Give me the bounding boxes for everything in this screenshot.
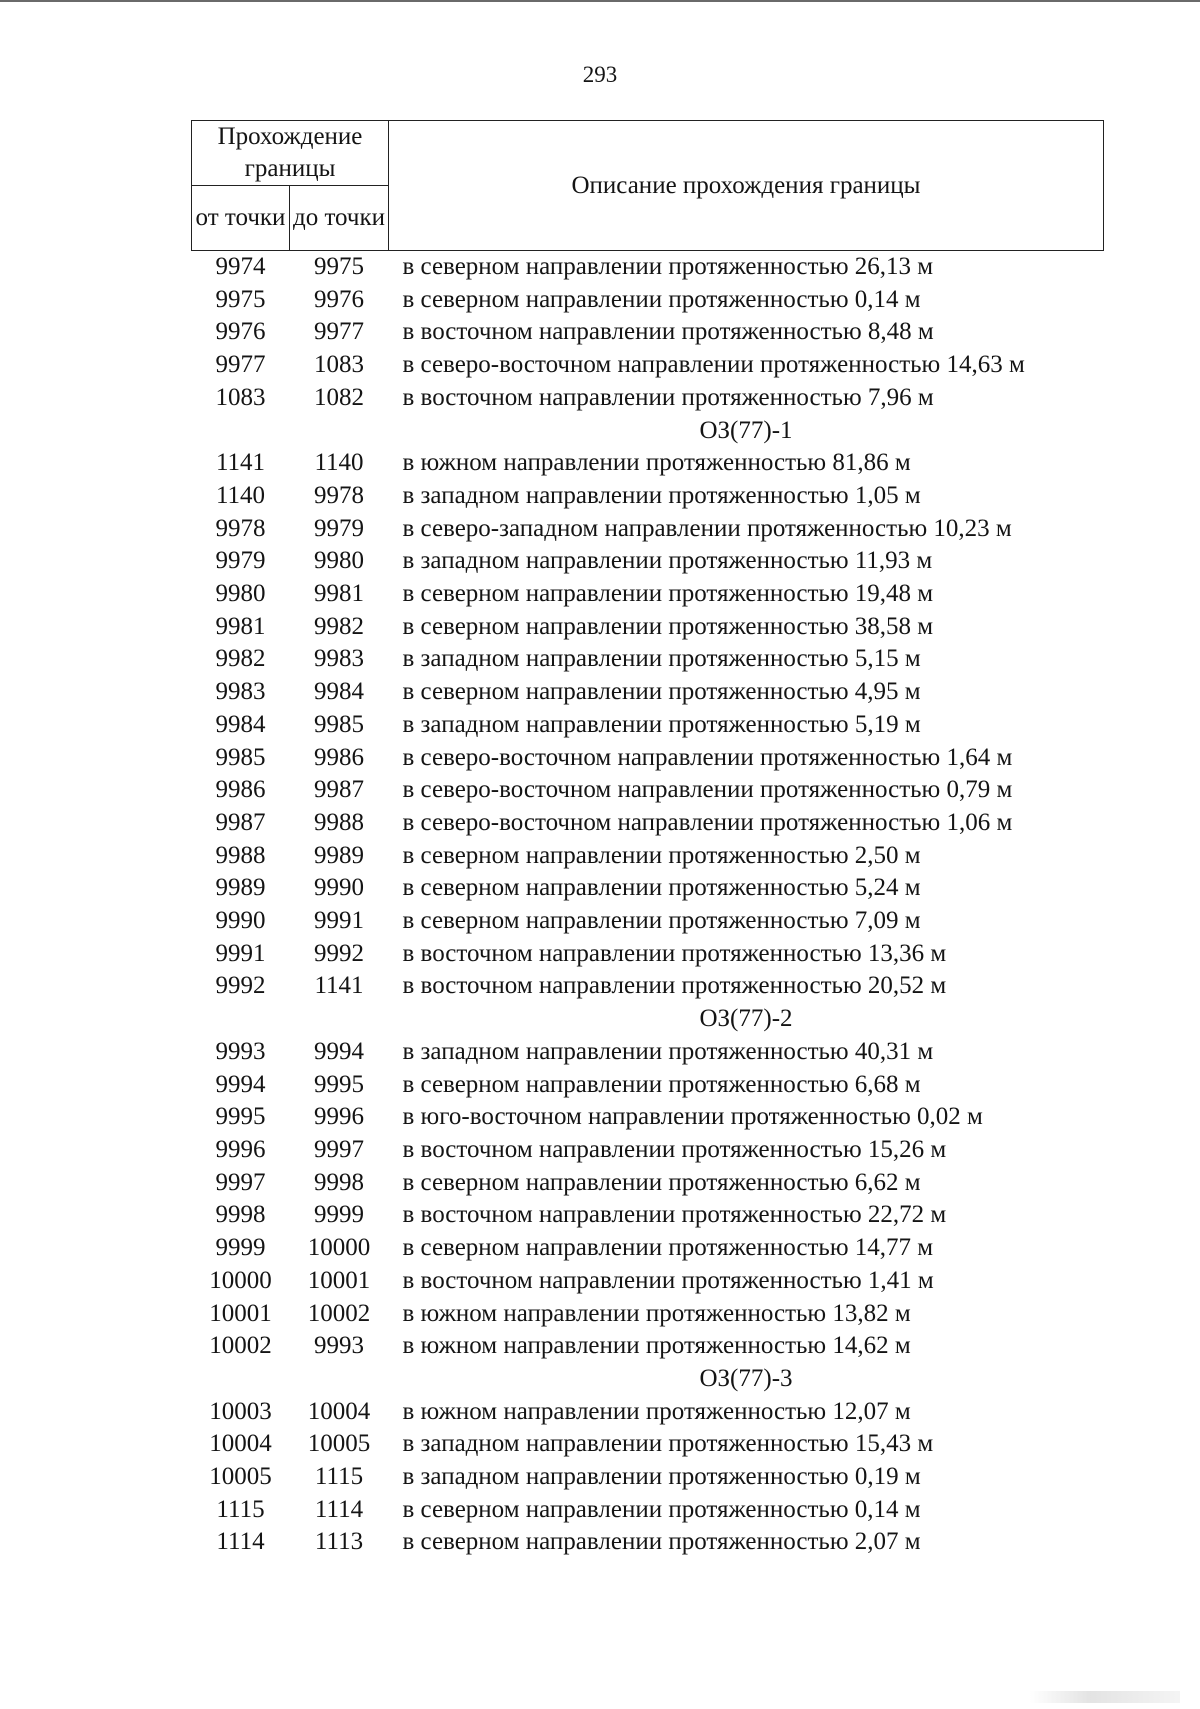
from-point-cell: 9983	[215, 678, 266, 706]
from-point-cell: 10001	[209, 1299, 272, 1327]
table-row	[192, 316, 1104, 349]
to-point-cell: 1140	[314, 449, 364, 477]
description-cell: в южном направлении протяженностью 12,07 м	[402, 1397, 911, 1425]
table-row	[192, 742, 1104, 775]
table-row	[192, 1101, 1104, 1134]
description-cell: в южном направлении протяженностью 13,82 м	[402, 1299, 911, 1327]
section-row	[192, 1003, 1104, 1036]
table-row	[192, 905, 1104, 938]
description-cell: в восточном направлении протяженностью 8,48 м	[402, 318, 934, 346]
from-point-cell: 9988	[215, 841, 266, 869]
table-row	[192, 1232, 1104, 1265]
from-point-cell: 10003	[209, 1397, 272, 1425]
boundary-table	[191, 120, 1104, 1559]
description-cell: в юго-восточном направлении протяженностью 0,02 м	[402, 1103, 983, 1131]
table-row	[192, 709, 1104, 742]
to-point-cell: 9988	[314, 808, 364, 836]
description-cell: в северном направлении протяженностью 2,50 м	[402, 841, 921, 869]
table-row	[192, 578, 1104, 611]
table-row	[192, 251, 1104, 284]
table-row	[192, 938, 1104, 971]
table-row	[192, 1167, 1104, 1200]
table-row	[192, 1330, 1104, 1363]
to-point-cell: 10005	[307, 1430, 371, 1458]
description-cell: в северном направлении протяженностью 4,95 м	[402, 678, 921, 706]
to-point-cell: 9987	[314, 776, 364, 804]
from-point-cell: 9991	[215, 939, 266, 967]
from-point-cell: 9997	[215, 1168, 266, 1196]
to-point-cell: 9993	[314, 1332, 364, 1360]
from-point-cell: 1140	[215, 481, 266, 509]
to-point-cell: 1113	[314, 1528, 364, 1556]
to-point-cell: 1141	[314, 972, 364, 1000]
section-row	[192, 1363, 1104, 1396]
from-point-cell: 9986	[215, 776, 266, 804]
top-rule	[0, 0, 1200, 2]
from-point-cell: 9987	[215, 808, 266, 836]
description-cell: в южном направлении протяженностью 81,86 м	[402, 449, 911, 477]
to-point-cell: 9978	[314, 481, 364, 509]
from-point-cell: 9990	[215, 907, 266, 935]
description-cell: в восточном направлении протяженностью 22,72 м	[402, 1201, 947, 1229]
description-cell: в восточном направлении протяженностью 15,26 м	[402, 1135, 947, 1163]
from-point-cell: 9980	[215, 580, 266, 608]
header-boundary-passage: Прохождение границы	[192, 121, 389, 186]
description-cell: в северном направлении протяженностью 38,58 м	[402, 612, 934, 640]
table-row	[192, 480, 1104, 513]
description-cell: в северном направлении протяженностью 6,68 м	[402, 1070, 921, 1098]
description-cell: в северном направлении протяженностью 5,24 м	[402, 874, 921, 902]
to-point-cell: 1082	[314, 383, 364, 411]
description-cell: в северо-восточном направлении протяженностью 1,64 м	[402, 743, 1013, 771]
table-row	[192, 1396, 1104, 1429]
description-cell: в северном направлении протяженностью 0,14 м	[402, 285, 921, 313]
from-point-cell: 9989	[215, 874, 266, 902]
from-point-cell: 9985	[215, 743, 266, 771]
table-row	[192, 513, 1104, 546]
table-row	[192, 611, 1104, 644]
to-point-cell: 9992	[314, 939, 364, 967]
table-row	[192, 643, 1104, 676]
table-row	[192, 1526, 1104, 1559]
description-cell: в северном направлении протяженностью 7,09 м	[402, 907, 921, 935]
from-point-cell: 10005	[209, 1463, 272, 1491]
from-point-cell: 9994	[215, 1070, 266, 1098]
scan-artifact	[1030, 1691, 1180, 1703]
description-cell: в северо-восточном направлении протяженностью 1,06 м	[402, 808, 1013, 836]
description-cell: в западном направлении протяженностью 0,19 м	[402, 1463, 921, 1491]
table-row	[192, 676, 1104, 709]
from-point-cell: 1083	[215, 383, 266, 411]
description-cell: в северном направлении протяженностью 0,14 м	[402, 1495, 921, 1523]
to-point-cell: 9983	[314, 645, 364, 673]
to-point-cell: 1083	[314, 351, 364, 379]
to-point-cell: 9984	[314, 678, 364, 706]
section-title: ОЗ(77)-3	[699, 1364, 793, 1392]
description-cell: в северном направлении протяженностью 26,13 м	[402, 253, 934, 280]
description-cell: в северном направлении протяженностью 14,77 м	[402, 1234, 934, 1262]
table-row	[192, 807, 1104, 840]
to-point-cell: 9999	[314, 1201, 364, 1229]
table-row	[192, 349, 1104, 382]
section-title: ОЗ(77)-2	[699, 1005, 793, 1033]
from-point-cell: 9984	[215, 710, 266, 738]
table-row	[192, 382, 1104, 415]
table-row	[192, 1199, 1104, 1232]
to-point-cell: 9996	[314, 1103, 364, 1131]
description-cell: в южном направлении протяженностью 14,62 м	[402, 1332, 911, 1360]
to-point-cell: 10004	[307, 1397, 371, 1425]
from-point-cell: 9996	[215, 1135, 266, 1163]
to-point-cell: 9997	[314, 1135, 364, 1163]
to-point-cell: 1114	[314, 1495, 364, 1523]
to-point-cell: 1115	[314, 1463, 364, 1491]
description-cell: в западном направлении протяженностью 40,31 м	[402, 1037, 934, 1065]
to-point-cell: 9975	[314, 253, 364, 280]
from-point-cell: 10000	[209, 1266, 272, 1294]
description-cell: в восточном направлении протяженностью 1,41 м	[402, 1266, 934, 1294]
to-point-cell: 9981	[314, 580, 364, 608]
table-row	[192, 1069, 1104, 1102]
to-point-cell: 10001	[307, 1266, 371, 1294]
description-cell: в западном направлении протяженностью 1,05 м	[402, 481, 921, 509]
to-point-cell: 9985	[314, 710, 364, 738]
to-point-cell: 10000	[307, 1234, 371, 1262]
description-cell: в северо-восточном направлении протяженностью 0,79 м	[402, 776, 1013, 804]
to-point-cell: 9986	[314, 743, 364, 771]
from-point-cell: 9998	[215, 1201, 266, 1229]
table-row	[192, 970, 1104, 1003]
from-point-cell: 1114	[216, 1528, 265, 1556]
from-point-cell: 10002	[209, 1332, 272, 1360]
header-to-point: до точки	[290, 186, 389, 251]
from-point-cell: 9999	[215, 1234, 266, 1262]
page-number: 293	[582, 62, 618, 87]
from-point-cell: 9977	[215, 351, 266, 379]
description-cell: в северо-западном направлении протяженностью 10,23 м	[402, 514, 1012, 542]
from-point-cell: 9974	[215, 253, 266, 280]
description-cell: в западном направлении протяженностью 11,93 м	[402, 547, 933, 575]
to-point-cell: 9989	[314, 841, 364, 869]
table-row	[192, 1265, 1104, 1298]
from-point-cell: 9981	[215, 612, 266, 640]
to-point-cell: 9980	[314, 547, 364, 575]
from-point-cell: 9976	[215, 318, 266, 346]
description-cell: в северном направлении протяженностью 2,07 м	[402, 1528, 921, 1556]
from-point-cell: 9982	[215, 645, 266, 673]
from-point-cell: 9992	[215, 972, 266, 1000]
table-body	[192, 251, 1104, 1560]
table-row	[192, 284, 1104, 317]
description-cell: в восточном направлении протяженностью 7,96 м	[402, 383, 934, 411]
description-cell: в западном направлении протяженностью 15,43 м	[402, 1430, 934, 1458]
from-point-cell: 9975	[215, 285, 266, 313]
from-point-cell: 9978	[215, 514, 266, 542]
header-description: Описание прохождения границы	[389, 121, 1104, 251]
to-point-cell: 9990	[314, 874, 364, 902]
header-from-point: от точки	[192, 186, 290, 251]
table-header	[192, 121, 1104, 251]
table-row	[192, 1494, 1104, 1527]
description-cell: в западном направлении протяженностью 5,19 м	[402, 710, 921, 738]
to-point-cell: 9982	[314, 612, 364, 640]
description-cell: в западном направлении протяженностью 5,15 м	[402, 645, 921, 673]
table-row	[192, 840, 1104, 873]
table-row	[192, 545, 1104, 578]
description-cell: в северо-восточном направлении протяженностью 14,63 м	[402, 351, 1025, 379]
to-point-cell: 9995	[314, 1070, 364, 1098]
description-cell: в северном направлении протяженностью 6,62 м	[402, 1168, 921, 1196]
from-point-cell: 9979	[215, 547, 266, 575]
from-point-cell: 10004	[209, 1430, 272, 1458]
to-point-cell: 9976	[314, 285, 364, 313]
table-row	[192, 774, 1104, 807]
to-point-cell: 10002	[307, 1299, 371, 1327]
from-point-cell: 9993	[215, 1037, 266, 1065]
to-point-cell: 9998	[314, 1168, 364, 1196]
table-row	[192, 1461, 1104, 1494]
table-row	[192, 1134, 1104, 1167]
to-point-cell: 9994	[314, 1037, 364, 1065]
description-cell: в восточном направлении протяженностью 20,52 м	[402, 972, 947, 1000]
section-title: ОЗ(77)-1	[699, 416, 793, 444]
table-row	[192, 447, 1104, 480]
section-row	[192, 415, 1104, 448]
to-point-cell: 9979	[314, 514, 364, 542]
description-cell: в восточном направлении протяженностью 13,36 м	[402, 939, 947, 967]
description-cell: в северном направлении протяженностью 19,48 м	[402, 580, 934, 608]
from-point-cell: 1115	[216, 1495, 265, 1523]
from-point-cell: 1141	[215, 449, 266, 477]
from-point-cell: 9995	[215, 1103, 266, 1131]
to-point-cell: 9991	[314, 907, 364, 935]
table-row	[192, 1036, 1104, 1069]
table-row	[192, 872, 1104, 905]
table-row	[192, 1428, 1104, 1461]
to-point-cell: 9977	[314, 318, 364, 346]
table-row	[192, 1298, 1104, 1331]
